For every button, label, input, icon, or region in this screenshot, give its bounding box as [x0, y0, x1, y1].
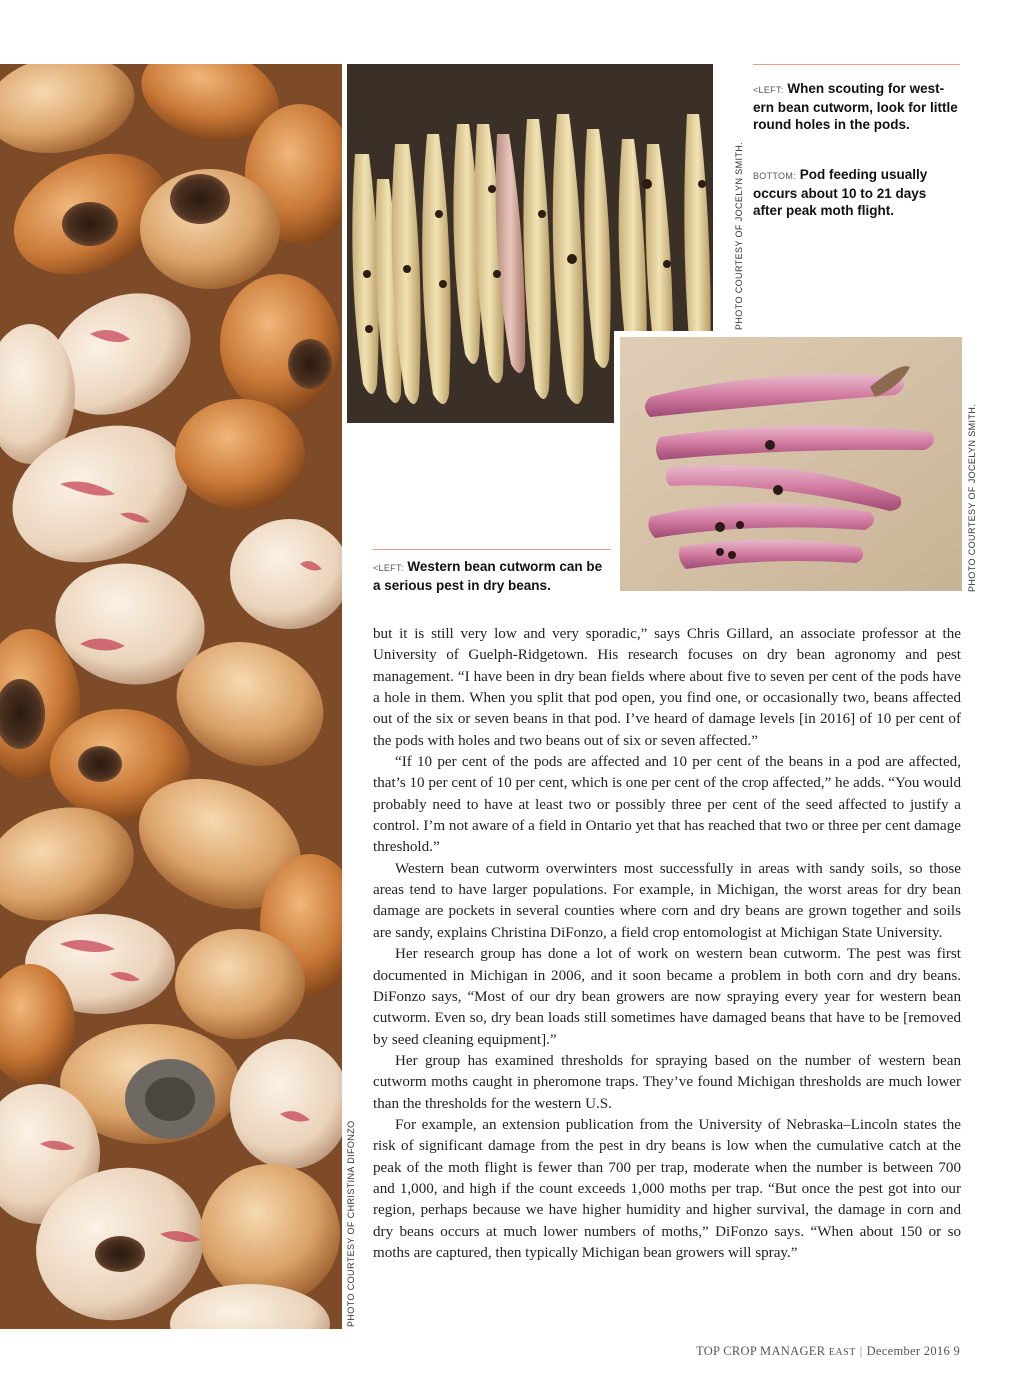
caption-bottom-right — [753, 166, 953, 219]
article-paragraph: For example, an extension publication from the University of Nebraska–Lincoln states the risk of significant damage from the pest in dry beans is low when the cumulative catch at the peak of the moth flight is fewer than 700 per trap, moderate when the number is between 700 and 1,000, and high if the count exceeds 1,000 moths per trap. “But once the pest got into our region, perhaps because we have higher humidity and higher survival, the damage in corn and dry beans occurs at much lower numbers of moths,” DiFonzo says. “When about 150 or so moths are captured, then typically Michigan bean growers will spray.” — [373, 1116, 961, 1261]
caption-top-right — [753, 80, 958, 133]
photo-damaged-dry-beans — [0, 64, 342, 1329]
caption-text: When scouting for west-ern bean cutworm, look for little round holes in the pods. — [753, 81, 958, 132]
article-paragraph: but it is still very low and very sporadic,” says Chris Gillard, an associate professor at the University of Guelph-Ridgetown. His research focuses on dry bean agronomy and pest management. “I have been in dry bean fields where about five to seven per cent of the pods have a hole in them. When you split that pod open, you find one, or occasionally two, beans affected out of the six or seven beans in that pod. I’ve heard of damage levels [in 2016] of 10 per cent of the pods with holes and two beans out of six or seven affected.” — [373, 626, 961, 749]
article-paragraph: Her research group has done a lot of work on western bean cutworm. The pest was first documented in Michigan in 2006, and it soon became a problem in both corn and dry beans. DiFonzo says, “Most of our dry bean growers are now spraying every year for western bean cutworm. Even so, dry bean loads still sometimes have damaged beans that have to be [removed by seed cleaning equipment].” — [373, 946, 961, 1048]
caption-text: Western bean cutworm can be a serious pest in dry beans. — [373, 559, 603, 593]
page-footer — [600, 1344, 960, 1359]
photo-credit-pods-yellow: PHOTO COURTESY OF JOCELYN SMITH. — [734, 141, 744, 330]
issue-date: December 2016 — [866, 1344, 950, 1358]
magazine-edition: EAST — [828, 1347, 856, 1358]
article-paragraph: “If 10 per cent of the pods are affected and 10 per cent of the beans in a pod are affected, that’s 10 per cent of 10 per cent, which is one per cent of the crop affected,” he adds. “You would probably need to have at least two or possibly three per cent of the seed affected to justify a control. I’m not aware of a field in Ontario yet that has reached that two or three per cent damage threshold.” — [373, 754, 961, 856]
caption-tag: BOTTOM: — [753, 171, 796, 181]
photo-credit-beans: PHOTO COURTESY OF CHRISTINA DIFONZO — [346, 1120, 356, 1327]
caption-text: Pod feeding usually occurs about 10 to 21 days after peak moth flight. — [753, 167, 928, 218]
caption-tag: <LEFT: — [753, 85, 784, 95]
photo-speckled-bean-pods — [620, 337, 962, 591]
article-paragraph: Western bean cutworm overwinters most successfully in areas with sandy soils, so those areas tend to have larger populations. For example, in Michigan, the worst areas for dry bean damage are pockets in several counties where corn and dry beans are grown together and soils are sandy, explains Christina DiFonzo, a field crop entomologist at Michigan State University. — [373, 860, 961, 941]
caption-middle-left — [373, 558, 609, 594]
page-number: 9 — [953, 1344, 960, 1358]
caption-rule-top — [753, 64, 960, 65]
magazine-name: TOP CROP MANAGER — [695, 1344, 826, 1358]
article-body — [373, 624, 961, 1264]
photo-credit-pods-pink: PHOTO COURTESY OF JOCELYN SMITH. — [967, 403, 977, 592]
caption-rule-middle — [373, 549, 611, 550]
caption-tag: <LEFT: — [373, 563, 404, 573]
article-paragraph: Her group has examined thresholds for spraying based on the number of western bean cutworm moths caught in pheromone traps. They’ve found Michigan thresholds are much lower than the thresholds for the western U.S. — [373, 1052, 961, 1112]
footer-separator: | — [859, 1344, 863, 1358]
